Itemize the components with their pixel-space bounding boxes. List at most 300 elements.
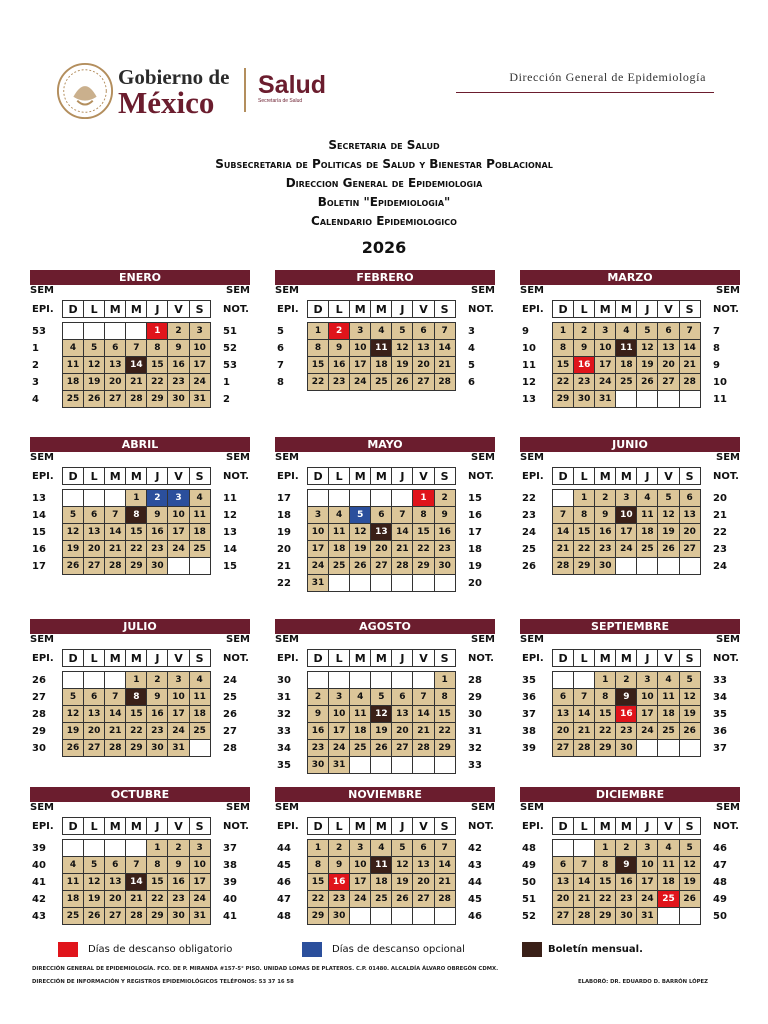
weekday-header: D [307, 467, 329, 485]
weekday-header: S [189, 467, 211, 485]
day-cell [679, 557, 701, 575]
day-cell [615, 557, 637, 575]
day-cell: 26 [636, 373, 658, 391]
epi-week-number: 30 [277, 674, 291, 686]
day-cell: 22 [594, 722, 616, 740]
week-row [520, 705, 740, 723]
weekday-header-row [275, 817, 495, 835]
epi-week-number: 5 [277, 325, 284, 337]
day-cell: 1 [594, 839, 616, 857]
day-cell: 15 [594, 705, 616, 723]
notification-week-number: 1 [223, 376, 230, 388]
month-enero [30, 270, 250, 408]
week-row [275, 489, 495, 507]
epi-label: EPI. [522, 303, 544, 315]
day-cell: 25 [62, 907, 84, 925]
day-cell: 26 [370, 739, 392, 757]
day-cell: 26 [62, 739, 84, 757]
notification-week-number: 5 [468, 359, 475, 371]
weekday-header-row [520, 300, 740, 318]
day-cell [328, 574, 350, 592]
notification-week-number: 7 [713, 325, 720, 337]
weekday-header: M [594, 817, 616, 835]
epi-week-number: 48 [522, 842, 536, 854]
day-cell: 10 [307, 523, 329, 541]
weekday-header: V [657, 817, 679, 835]
day-cell: 14 [573, 873, 595, 891]
day-cell [62, 489, 84, 507]
day-cell: 1 [434, 671, 456, 689]
not-label: NOT. [223, 652, 249, 664]
day-cell: 20 [679, 523, 701, 541]
weekday-header: V [167, 649, 189, 667]
day-cell: 13 [83, 523, 105, 541]
day-cell: 18 [370, 356, 392, 374]
day-cell: 28 [679, 373, 701, 391]
weekday-header-row [520, 467, 740, 485]
day-cell [125, 322, 147, 340]
day-cell: 26 [679, 890, 701, 908]
day-cell: 25 [328, 557, 350, 575]
day-cell [189, 557, 211, 575]
epi-week-number: 26 [32, 674, 46, 686]
notification-week-number: 2 [223, 393, 230, 405]
day-cell: 10 [636, 688, 658, 706]
day-cell [391, 756, 413, 774]
day-cell: 13 [552, 873, 574, 891]
month-name: NOVIEMBRE [275, 787, 495, 802]
day-cell: 22 [125, 722, 147, 740]
weekday-header: J [636, 300, 658, 318]
day-cell: 11 [370, 856, 392, 874]
week-row [275, 839, 495, 857]
day-cell: 23 [328, 890, 350, 908]
gobierno-logo-text [118, 66, 229, 118]
day-cell: 28 [573, 739, 595, 757]
epi-week-number: 17 [277, 492, 291, 504]
weekday-header: M [125, 649, 147, 667]
day-cell: 25 [370, 890, 392, 908]
day-cell [62, 671, 84, 689]
day-cell: 4 [370, 322, 392, 340]
gob-line2: México [118, 85, 215, 120]
week-row [275, 322, 495, 340]
day-cell: 29 [125, 557, 147, 575]
sem-label: SEM [275, 285, 299, 296]
day-cell [349, 756, 371, 774]
day-cell: 15 [412, 523, 434, 541]
epi-week-number: 31 [277, 691, 291, 703]
day-cell: 16 [573, 356, 595, 374]
day-cell: 24 [167, 722, 189, 740]
weekday-header: M [615, 300, 637, 318]
week-row [275, 574, 495, 592]
week-row [520, 523, 740, 541]
day-cell: 12 [679, 856, 701, 874]
day-cell: 2 [146, 489, 168, 507]
day-cell: 3 [349, 839, 371, 857]
day-cell: 13 [83, 705, 105, 723]
sem-label-right: SEM [716, 285, 740, 296]
weekday-header: V [657, 467, 679, 485]
epi-week-number: 48 [277, 910, 291, 922]
sem-label: SEM [520, 285, 544, 296]
month-name: AGOSTO [275, 619, 495, 634]
day-cell: 7 [679, 322, 701, 340]
day-cell: 11 [657, 856, 679, 874]
day-cell [104, 322, 126, 340]
day-cell: 23 [594, 540, 616, 558]
notification-week-number: 46 [713, 842, 727, 854]
day-cell: 6 [83, 506, 105, 524]
day-cell [412, 756, 434, 774]
gob-line1: Gobierno de [118, 65, 230, 89]
day-cell: 20 [104, 890, 126, 908]
day-cell: 7 [434, 839, 456, 857]
direction-underline [456, 92, 714, 93]
epi-week-number: 25 [522, 543, 536, 555]
epi-week-number: 46 [277, 876, 291, 888]
day-cell: 16 [615, 705, 637, 723]
weekday-header-row [275, 300, 495, 318]
month-julio [30, 619, 250, 757]
week-row [520, 856, 740, 874]
notification-week-number: 30 [468, 708, 482, 720]
weekday-header: J [146, 467, 168, 485]
day-cell: 30 [167, 907, 189, 925]
day-cell [104, 489, 126, 507]
day-cell: 23 [434, 540, 456, 558]
weekday-header: V [657, 649, 679, 667]
day-cell [104, 671, 126, 689]
day-cell: 20 [552, 890, 574, 908]
weekday-header: S [434, 817, 456, 835]
day-cell: 28 [434, 373, 456, 391]
title-line-2: Subsecretaria de Politicas de Salud y Bienestar Poblacional [215, 157, 553, 171]
notification-week-number: 49 [713, 893, 727, 905]
day-cell: 10 [594, 339, 616, 357]
notification-week-number: 9 [713, 359, 720, 371]
month-febrero [275, 270, 495, 391]
week-row [275, 540, 495, 558]
weekday-header: V [167, 300, 189, 318]
day-cell: 25 [189, 722, 211, 740]
day-cell: 7 [573, 688, 595, 706]
day-cell [83, 322, 105, 340]
week-row [275, 907, 495, 925]
day-cell [552, 839, 574, 857]
day-cell: 15 [146, 873, 168, 891]
notification-week-number: 51 [223, 325, 237, 337]
week-row [30, 856, 250, 874]
day-cell: 28 [412, 739, 434, 757]
day-cell: 4 [636, 489, 658, 507]
day-cell: 27 [83, 739, 105, 757]
day-cell [657, 557, 679, 575]
weekday-header: L [83, 467, 105, 485]
day-cell: 15 [307, 873, 329, 891]
sem-header-row [275, 802, 495, 817]
day-cell: 10 [189, 339, 211, 357]
title-line-4: Boletin "Epidemiologia" [317, 195, 451, 209]
epi-week-number: 32 [277, 708, 291, 720]
not-label: NOT. [223, 303, 249, 315]
day-cell: 26 [83, 907, 105, 925]
day-cell: 12 [83, 873, 105, 891]
day-cell: 1 [594, 671, 616, 689]
day-cell: 28 [391, 557, 413, 575]
sem-label-right: SEM [226, 452, 250, 463]
epi-week-number: 50 [522, 876, 536, 888]
day-cell: 18 [615, 356, 637, 374]
week-row [275, 373, 495, 391]
day-cell: 8 [594, 856, 616, 874]
notification-week-number: 16 [468, 509, 482, 521]
day-cell: 24 [615, 540, 637, 558]
day-cell: 29 [594, 907, 616, 925]
day-cell: 25 [657, 722, 679, 740]
notification-week-number: 46 [468, 910, 482, 922]
sem-label-right: SEM [471, 285, 495, 296]
weekday-header: L [83, 300, 105, 318]
day-cell: 25 [349, 739, 371, 757]
epi-week-number: 35 [277, 759, 291, 771]
weekday-header: J [391, 817, 413, 835]
day-cell: 21 [434, 356, 456, 374]
day-cell: 19 [62, 722, 84, 740]
day-cell: 25 [636, 540, 658, 558]
sem-label: SEM [30, 634, 54, 645]
day-cell: 6 [552, 688, 574, 706]
day-cell: 20 [412, 356, 434, 374]
day-cell [370, 489, 392, 507]
week-row [30, 373, 250, 391]
day-cell [391, 671, 413, 689]
day-cell: 26 [391, 890, 413, 908]
day-cell: 15 [146, 356, 168, 374]
notification-week-number: 20 [468, 577, 482, 589]
day-cell: 6 [679, 489, 701, 507]
day-cell: 17 [167, 705, 189, 723]
day-cell: 27 [83, 557, 105, 575]
day-cell: 21 [679, 356, 701, 374]
day-cell: 3 [307, 506, 329, 524]
day-cell: 2 [594, 489, 616, 507]
day-cell: 22 [412, 540, 434, 558]
weekday-header: M [125, 300, 147, 318]
week-row [30, 890, 250, 908]
weekday-header: L [573, 467, 595, 485]
epi-week-number: 10 [522, 342, 536, 354]
month-name: ABRIL [30, 437, 250, 452]
day-cell: 3 [167, 671, 189, 689]
day-cell: 17 [615, 523, 637, 541]
week-row [275, 557, 495, 575]
day-cell: 12 [62, 523, 84, 541]
day-cell: 3 [636, 671, 658, 689]
blue-swatch [302, 942, 322, 957]
day-cell: 17 [167, 523, 189, 541]
day-cell: 4 [328, 506, 350, 524]
day-cell: 24 [189, 373, 211, 391]
legend-obligatorio-label: Días de descanso obligatorio [88, 944, 233, 955]
week-row [30, 339, 250, 357]
day-cell: 30 [615, 907, 637, 925]
epi-label: EPI. [277, 303, 299, 315]
day-cell: 3 [594, 322, 616, 340]
day-cell: 18 [189, 705, 211, 723]
epi-week-number: 39 [32, 842, 46, 854]
day-cell: 11 [328, 523, 350, 541]
day-cell: 6 [104, 856, 126, 874]
week-row [275, 671, 495, 689]
epi-week-number: 22 [522, 492, 536, 504]
not-label: NOT. [468, 303, 494, 315]
day-cell: 17 [594, 356, 616, 374]
month-mayo [275, 437, 495, 592]
epi-week-number: 20 [277, 543, 291, 555]
day-cell: 21 [125, 890, 147, 908]
day-cell: 15 [125, 705, 147, 723]
day-cell: 29 [552, 390, 574, 408]
day-cell: 2 [307, 688, 329, 706]
weekday-header: S [189, 649, 211, 667]
weekday-header: D [307, 300, 329, 318]
month-name: JULIO [30, 619, 250, 634]
day-cell: 7 [125, 339, 147, 357]
day-cell: 21 [104, 540, 126, 558]
week-row [520, 671, 740, 689]
notification-week-number: 39 [223, 876, 237, 888]
day-cell [370, 671, 392, 689]
day-cell: 5 [370, 688, 392, 706]
week-row [30, 739, 250, 757]
notification-week-number: 38 [223, 859, 237, 871]
day-cell: 2 [434, 489, 456, 507]
epi-week-number: 28 [32, 708, 46, 720]
day-cell: 10 [167, 506, 189, 524]
sem-label: SEM [30, 285, 54, 296]
day-cell: 19 [636, 356, 658, 374]
day-cell: 4 [62, 339, 84, 357]
day-cell: 31 [307, 574, 329, 592]
notification-week-number: 24 [713, 560, 727, 572]
day-cell [83, 839, 105, 857]
epi-label: EPI. [522, 652, 544, 664]
day-cell [307, 671, 329, 689]
sem-label-right: SEM [471, 634, 495, 645]
day-cell: 30 [328, 907, 350, 925]
day-cell [370, 756, 392, 774]
notification-week-number: 6 [468, 376, 475, 388]
week-row [520, 322, 740, 340]
day-cell [657, 390, 679, 408]
day-cell: 1 [146, 322, 168, 340]
day-cell: 7 [412, 688, 434, 706]
epi-week-number: 52 [522, 910, 536, 922]
epi-week-number: 41 [32, 876, 46, 888]
sem-header-row [30, 285, 250, 300]
epi-label: EPI. [32, 303, 54, 315]
day-cell: 29 [434, 739, 456, 757]
day-cell: 3 [636, 839, 658, 857]
weekday-header: V [167, 817, 189, 835]
sem-label: SEM [520, 634, 544, 645]
weekday-header: M [615, 817, 637, 835]
day-cell: 7 [104, 688, 126, 706]
logo-divider [244, 68, 246, 112]
day-cell: 29 [146, 390, 168, 408]
document-titles [0, 136, 768, 231]
day-cell: 27 [552, 739, 574, 757]
notification-week-number: 15 [223, 560, 237, 572]
weekday-header-row [30, 300, 250, 318]
month-name: SEPTIEMBRE [520, 619, 740, 634]
day-cell: 10 [636, 856, 658, 874]
day-cell: 16 [328, 873, 350, 891]
day-cell: 11 [615, 339, 637, 357]
day-cell: 18 [657, 705, 679, 723]
day-cell: 11 [370, 339, 392, 357]
footer-elaboro: ELABORÓ: DR. EDUARDO D. BARRÓN LÓPEZ [577, 979, 708, 985]
epi-week-number: 35 [522, 674, 536, 686]
day-cell: 30 [146, 739, 168, 757]
day-cell: 16 [167, 356, 189, 374]
week-row [520, 839, 740, 857]
day-cell [391, 489, 413, 507]
notification-week-number: 12 [223, 509, 237, 521]
calendar-year: 2026 [361, 238, 407, 257]
day-cell: 22 [307, 373, 329, 391]
epi-week-number: 51 [522, 893, 536, 905]
week-row [30, 557, 250, 575]
notification-week-number: 29 [468, 691, 482, 703]
sem-label: SEM [30, 452, 54, 463]
day-cell: 9 [167, 339, 189, 357]
sem-header-row [275, 285, 495, 300]
weekday-header: M [370, 817, 392, 835]
day-cell: 10 [615, 506, 637, 524]
day-cell: 11 [62, 873, 84, 891]
week-row [520, 540, 740, 558]
legend [0, 942, 768, 962]
day-cell: 5 [679, 839, 701, 857]
day-cell: 9 [615, 688, 637, 706]
month-noviembre [275, 787, 495, 925]
weekday-header: M [594, 649, 616, 667]
day-cell: 11 [657, 688, 679, 706]
weekday-header: L [573, 649, 595, 667]
legend-boletin-label: Boletín mensual. [548, 944, 643, 955]
day-cell: 7 [552, 506, 574, 524]
notification-week-number: 40 [223, 893, 237, 905]
week-row [275, 523, 495, 541]
epi-week-number: 23 [522, 509, 536, 521]
day-cell: 6 [83, 688, 105, 706]
epi-week-number: 19 [277, 526, 291, 538]
day-cell: 9 [167, 856, 189, 874]
day-cell: 29 [412, 557, 434, 575]
weekday-header: S [189, 817, 211, 835]
day-cell [104, 839, 126, 857]
day-cell: 31 [636, 907, 658, 925]
weekday-header: D [307, 649, 329, 667]
day-cell: 22 [146, 890, 168, 908]
day-cell: 11 [189, 506, 211, 524]
notification-week-number: 24 [223, 674, 237, 686]
day-cell: 1 [125, 671, 147, 689]
day-cell: 9 [328, 856, 350, 874]
